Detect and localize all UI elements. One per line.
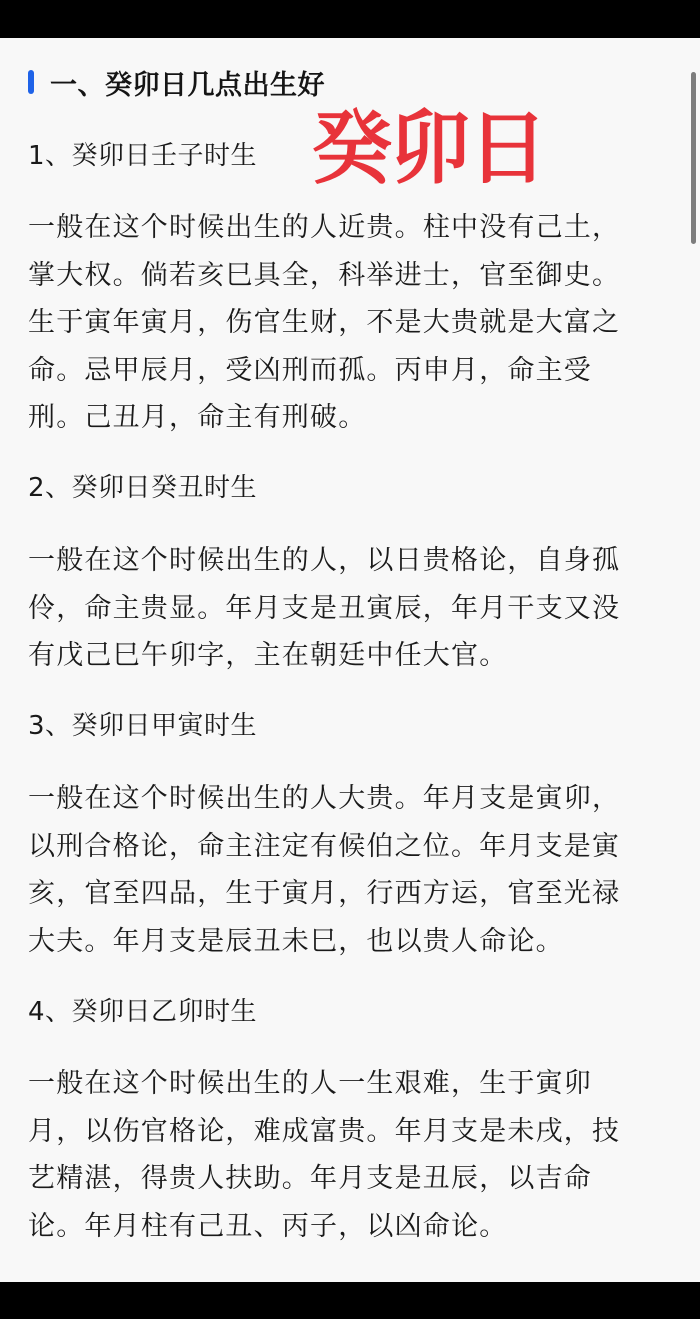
paragraph-line: 大夫。年月支是辰丑未巳，也以贵人命论。: [28, 925, 564, 957]
paragraph-line: 一般在这个时候出生的人一生艰难，生于寅卯: [28, 1068, 592, 1099]
bottom-bar: [0, 1282, 700, 1319]
paragraph-4: [28, 1060, 678, 1250]
subhead-1: 1、癸卯日壬子时生: [28, 141, 258, 171]
paragraph-line: 一般在这个时候出生的人近贵。柱中没有己土，: [28, 212, 621, 243]
subhead-3: 3、癸卯日甲寅时生: [28, 711, 258, 741]
heading-marker-bar: [28, 70, 34, 94]
paragraph-line: 月，以伤官格论，难成富贵。年月支是未戌，技: [28, 1115, 621, 1147]
overlay-title-image-text: 癸卯日: [312, 101, 546, 195]
paragraph-line: 一般在这个时候出生的人，以日贵格论，自身孤: [28, 545, 621, 576]
paragraph-line: 命。忌甲辰月，受凶刑而孤。丙申月，命主受: [28, 354, 592, 386]
scrollbar[interactable]: [691, 72, 696, 244]
paragraph-1: [28, 204, 678, 442]
paragraph-line: 掌大权。倘若亥巳具全，科举进士，官至御史。: [28, 259, 621, 291]
paragraph-line: 论。年月柱有己丑、丙子，以凶命论。: [28, 1210, 508, 1242]
paragraph-line: 生于寅年寅月，伤官生财，不是大贵就是大富之: [28, 307, 621, 338]
paragraph-line: 以刑合格论，命主注定有候伯之位。年月支是寅: [28, 830, 621, 862]
paragraph-3: [28, 775, 678, 965]
subhead-2: 2、癸卯日癸丑时生: [28, 473, 258, 503]
article-page[interactable]: [0, 38, 700, 1282]
paragraph-line: 刑。己丑月，命主有刑破。: [28, 402, 367, 433]
paragraph-line: 亥，官至四品，生于寅月，行西方运，官至光禄: [28, 878, 621, 909]
section-heading-text: 一、癸卯日几点出生好: [50, 69, 325, 101]
paragraph-2: [28, 537, 678, 680]
section-heading: [28, 66, 325, 101]
subhead-4: 4、癸卯日乙卯时生: [28, 997, 258, 1027]
paragraph-line: 艺精湛，得贵人扶助。年月支是丑辰，以吉命: [28, 1163, 592, 1194]
paragraph-line: 伶，命主贵显。年月支是丑寅辰，年月干支又没: [28, 592, 621, 624]
paragraph-line: 一般在这个时候出生的人大贵。年月支是寅卯，: [28, 783, 621, 814]
top-status-bar: [0, 0, 700, 38]
paragraph-line: 有戊己巳午卯字，主在朝廷中任大官。: [28, 640, 508, 671]
